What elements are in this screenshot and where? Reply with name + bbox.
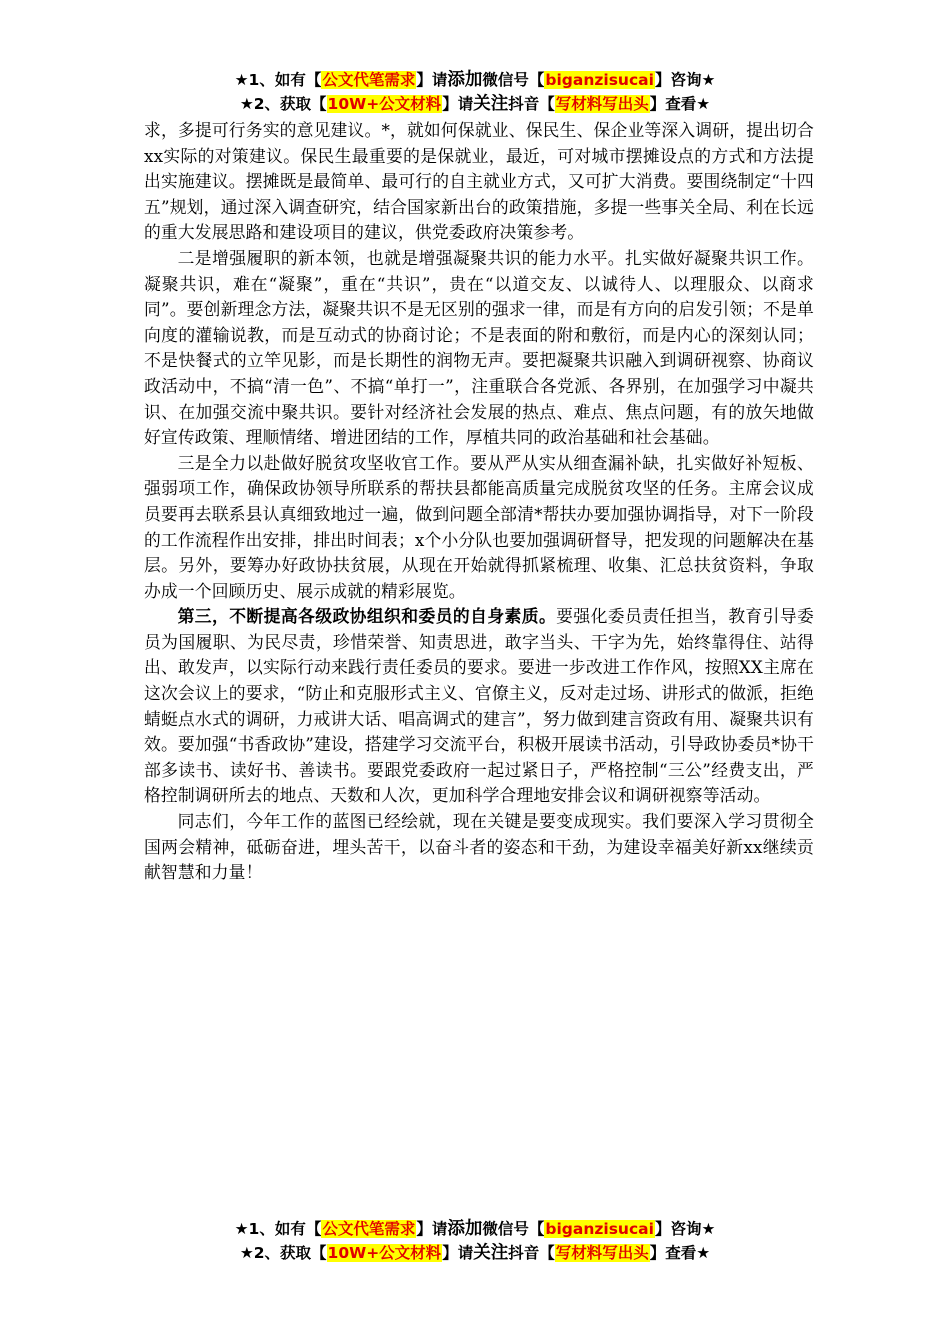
douyin-id-highlight: 写材料写出头	[555, 95, 649, 113]
promo-line-1: ★1、如有【公文代笔需求】请添加微信号【biganzisucai】咨询★	[234, 70, 716, 90]
paragraph-5: 同志们，今年工作的蓝图已经绘就，现在关键是要变成现实。我们要深入学习贯彻全国两会精神，砥砺奋进，埋头苦干，以奋斗者的姿态和干劲，为建设幸福美好新xx继续贡献智慧和力量！	[144, 811, 814, 883]
wechat-id-highlight: biganzisucai	[545, 1220, 654, 1238]
promo-line-2: ★2、获取【10W+公文材料】请关注抖音【写材料写出头】查看★	[239, 94, 711, 114]
section-heading: 第三，不断提高各级政协组织和委员的自身素质。	[177, 606, 557, 627]
promo-highlight: 公文代笔需求	[322, 71, 416, 89]
promo-highlight: 10W+公文材料	[327, 1244, 442, 1262]
paragraph-1: 求，多提可行务实的意见建议。*，就如何保就业、保民生、保企业等深入调研，提出切合xx实际的对策建议。保民生最重要的是保就业，最近，可对城市摆摊设点的方式和方法提出实施建议。摆摊既是最简单、最可行的自主就业方式，又可扩大消费。要围绕制定“十四五”规划，通过深入调查研究，结合国家新出台的政策措施，多提一些事关全局、利在长远的重大发展思路和建设项目的建议，供党委政府决策参考。	[144, 120, 814, 243]
promo-highlight: 公文代笔需求	[322, 1220, 416, 1238]
paragraph-2: 二是增强履职的新本领，也就是增强凝聚共识的能力水平。扎实做好凝聚共识工作。凝聚共识，难在“凝聚”，重在“共识”，贵在“以道交友、以诚待人、以理服众、以商求同”。要创新理念方法，凝聚共识不是无区别的强求一律，而是有方向的启发引领；不是单向度的灌输说教，而是互动式的协商讨论；不是表面的附和敷衍，而是内心的深刻认同；不是快餐式的立竿见影，而是长期性的润物无声。要把凝聚共识融入到调研视察、协商议政活动中，不搞“清一色”、不搞“单打一”，注重联合各党派、各界别，在加强学习中凝共识、在加强交流中聚共识。要针对经济社会发展的热点、难点、焦点问题，有的放矢地做好宣传政策、理顺情绪、增进团结的工作，厚植共同的政治基础和社会基础。	[144, 247, 814, 448]
paragraph-4: 第三，不断提高各级政协组织和委员的自身素质。要强化委员责任担当，教育引导委员为国履职、为民尽责，珍惜荣誉、知责思进，敢字当头、干字为先，始终靠得住、站得出、敢发声，以实际行动来践行责任委员的要求。要进一步改进工作作风，按照XX主席在这次会议上的要求，“防止和克服形式主义、官僚主义，反对走过场、讲形式的做派，拒绝蜻蜓点水式的调研，力戒讲大话、唱高调式的建言”，努力做到建言资政有用、凝聚共识有效。要加强“书香政协”建设，搭建学习交流平台，积极开展读书活动，引导政协委员*协干部多读书、读好书、善读书。要跟党委政府一起过紧日子，严格控制“三公”经费支出，严格控制调研所去的地点、天数和人次，更加科学合理地安排会议和调研视察等活动。	[144, 606, 814, 806]
wechat-id-highlight: biganzisucai	[545, 71, 654, 89]
document-body	[144, 118, 814, 886]
paragraph-3: 三是全力以赴做好脱贫攻坚收官工作。要从严从实从细查漏补缺，扎实做好补短板、强弱项工作，确保政协领导所联系的帮扶县都能高质量完成脱贫攻坚的任务。主席会议成员要再去联系县认真细致地过一遍，做到问题全部清*帮扶办要加强协调指导，对下一阶段的工作流程作出安排，排出时间表；x个小分队也要加强调研督导，把发现的问题解决在基层。另外，要筹办好政协扶贫展，从现在开始就得抓紧梳理、收集、汇总扶贫资料，争取办成一个回顾历史、展示成就的精彩展览。	[144, 452, 814, 601]
douyin-id-highlight: 写材料写出头	[555, 1244, 649, 1262]
footer-promo-banner	[0, 1217, 950, 1265]
promo-highlight: 10W+公文材料	[327, 95, 442, 113]
promo-line-2: ★2、获取【10W+公文材料】请关注抖音【写材料写出头】查看★	[239, 1243, 711, 1263]
promo-line-1: ★1、如有【公文代笔需求】请添加微信号【biganzisucai】咨询★	[234, 1219, 716, 1239]
header-promo-banner	[0, 68, 950, 116]
